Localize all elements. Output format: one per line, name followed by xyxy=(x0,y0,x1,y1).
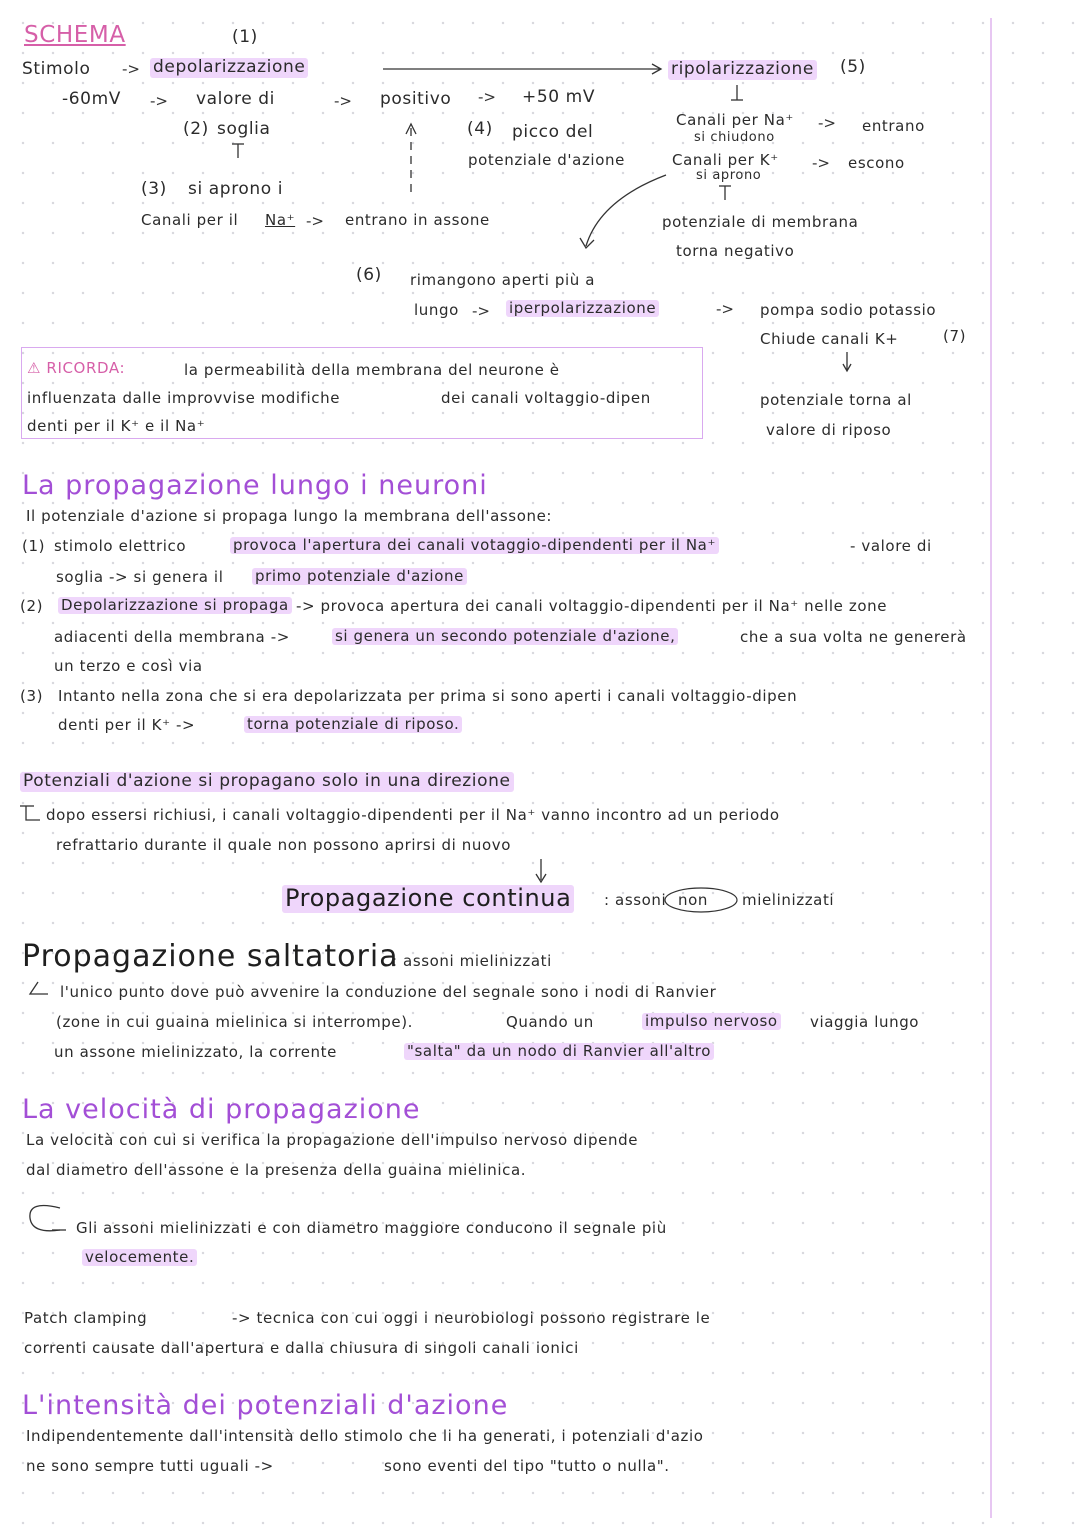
step-number: (1) xyxy=(22,537,46,555)
lungo-label: lungo xyxy=(414,301,459,319)
ricorda-line: influenzata dalle improvvise modifiche xyxy=(27,389,341,407)
body-line: sono eventi del tipo "tutto o nulla". xyxy=(384,1457,670,1475)
body-line: Quando un xyxy=(506,1013,594,1031)
na-label: Na⁺ xyxy=(265,211,296,229)
ricorda-line: denti per il K⁺ e il Na⁺ xyxy=(27,417,206,435)
body-line: Gli assoni mielinizzati e con diametro maggiore conducono il segnale più xyxy=(76,1219,667,1237)
body-line: dopo essersi richiusi, i canali voltaggio-dipendenti per il Na⁺ vanno incontro ad un periodo xyxy=(46,806,780,824)
ricorda-label: ⚠ RICORDA: xyxy=(27,359,126,377)
si-aprono-label: si aprono xyxy=(696,168,762,183)
body-line: La velocità con cui si verifica la propagazione dell'impulso nervoso dipende xyxy=(26,1131,639,1149)
canali-k-label: Canali per K⁺ xyxy=(672,151,779,169)
schema-title: SCHEMA xyxy=(24,22,126,48)
escono-label: escono xyxy=(848,154,905,172)
si-chiudono-label: si chiudono xyxy=(694,130,775,145)
body-line-highlight: primo potenziale d'azione xyxy=(252,568,467,585)
canali-per-il-label: Canali per il xyxy=(141,211,239,229)
step-number: (2) xyxy=(183,119,209,139)
step-number: (2) xyxy=(20,597,44,615)
body-line: Intanto nella zona che si era depolarizzata per prima si sono aperti i canali voltaggio-dipen xyxy=(58,687,798,705)
body-line-highlight: impulso nervoso xyxy=(642,1013,781,1030)
body-line: correnti causate dall'apertura e dalla chiusura di singoli canali ionici xyxy=(24,1339,579,1357)
body-line: dal diametro dell'assone e la presenza della guaina mielinica. xyxy=(26,1161,527,1179)
body-line-highlight: "salta" da un nodo di Ranvier all'altro xyxy=(404,1043,714,1060)
valore-riposo-label: valore di riposo xyxy=(766,421,892,439)
body-line: che a sua volta ne genererà xyxy=(740,628,967,646)
valore-di-label: valore di xyxy=(196,89,275,109)
body-line: Patch clamping xyxy=(24,1309,148,1327)
arrow-glyph: -> xyxy=(818,114,836,132)
hook-arrow-3 xyxy=(26,806,40,820)
hook-arrow-2 xyxy=(30,1206,60,1231)
pot-torna-label: potenziale torna al xyxy=(760,391,912,409)
ricorda-line: dei canali voltaggio-dipen xyxy=(441,389,651,407)
body-line: - valore di xyxy=(850,537,932,555)
section-title: La velocità di propagazione xyxy=(22,1094,421,1125)
body-line: viaggia lungo xyxy=(810,1013,920,1031)
canali-na-label: Canali per Na⁺ xyxy=(676,111,794,129)
body-line: un assone mielinizzato, la corrente xyxy=(54,1043,337,1061)
step-number: (1) xyxy=(232,27,258,47)
step-number: (4) xyxy=(467,119,493,139)
non-word: non xyxy=(678,891,708,909)
torna-negativo-label: torna negativo xyxy=(676,242,795,260)
body-line: ne sono sempre tutti uguali -> xyxy=(26,1457,274,1475)
body-line: : assoni xyxy=(604,891,667,909)
body-line: : assoni mielinizzati xyxy=(392,952,552,970)
body-line-highlight: torna potenziale di riposo. xyxy=(244,716,462,733)
depolarizzazione-label: depolarizzazione xyxy=(150,58,308,78)
body-line: l'unico punto dove può avvenire la conduzione del segnale sono i nodi di Ranvier xyxy=(60,983,717,1001)
si-aprono-i-label: si aprono i xyxy=(188,179,284,199)
body-line-highlight: si genera un secondo potenziale d'azione, xyxy=(332,628,678,645)
body-line: adiacenti della membrana -> xyxy=(54,628,290,646)
continua-title: Propagazione continua xyxy=(282,885,574,913)
body-line: soglia -> si genera il xyxy=(56,568,224,586)
body-line: -> tecnica con cui oggi i neurobiologi possono registrare le xyxy=(232,1309,711,1327)
body-line: -> provoca apertura dei canali voltaggio-dipendenti per il Na⁺ nelle zone xyxy=(296,597,888,615)
minus60-label: -60mV xyxy=(62,89,121,109)
plus50-label: +50 mV xyxy=(522,87,596,107)
hook-arrow-1 xyxy=(30,982,48,994)
body-line-highlight: provoca l'apertura dei canali votaggio-dipendenti per il Na⁺ xyxy=(230,537,719,554)
chiude-k-label: Chiude canali K+ xyxy=(760,330,899,348)
body-line: mielinizzati xyxy=(742,891,835,909)
positivo-label: positivo xyxy=(380,89,452,109)
iperpolarizzazione-label: iperpolarizzazione xyxy=(506,300,659,317)
stimolo-label: Stimolo xyxy=(22,59,91,79)
section-title: Propagazione saltatoria xyxy=(22,939,399,974)
rimangono-label: rimangono aperti più a xyxy=(410,271,596,289)
step-number: (5) xyxy=(840,57,866,77)
soglia-label: soglia xyxy=(217,119,271,139)
section-subtitle: Potenziali d'azione si propagano solo in una direzione xyxy=(20,772,514,792)
section-title: L'intensità dei potenziali d'azione xyxy=(22,1390,509,1421)
entrano-assone-label: entrano in assone xyxy=(345,211,490,229)
arrow-glyph: -> xyxy=(472,302,490,320)
body-line: denti per il K⁺ -> xyxy=(58,716,196,734)
body-line: stimolo elettrico xyxy=(54,537,187,555)
step-number: (3) xyxy=(20,687,44,705)
arrow-glyph: -> xyxy=(334,92,352,110)
arrow-glyph: -> xyxy=(716,300,734,318)
pompa-label: pompa sodio potassio xyxy=(760,301,937,319)
ripolarizzazione-label: ripolarizzazione xyxy=(668,60,817,80)
arrow-glyph: -> xyxy=(478,88,496,106)
arrow-glyph: -> xyxy=(812,154,830,172)
body-line: Indipendentemente dall'intensità dello stimolo che li ha generati, i potenziali d'azio xyxy=(26,1427,704,1445)
arrow-glyph: -> xyxy=(306,212,324,230)
section-title: La propagazione lungo i neuroni xyxy=(22,470,488,501)
body-line-highlight: Depolarizzazione si propaga xyxy=(58,597,292,614)
step-number: (7) xyxy=(943,327,967,345)
step-number: (3) xyxy=(141,179,167,199)
arrow-glyph: -> xyxy=(122,60,140,78)
potenziale-azione-label: potenziale d'azione xyxy=(468,151,625,169)
ricorda-line: la permeabilità della membrana del neurone è xyxy=(184,361,560,379)
entrano-label: entrano xyxy=(862,117,925,135)
body-line: un terzo e così via xyxy=(54,657,203,675)
arrow-curve xyxy=(586,175,666,246)
body-line: refrattario durante il quale non possono aprirsi di nuovo xyxy=(56,836,511,854)
body-line-highlight: velocemente. xyxy=(82,1249,197,1266)
picco-label: picco del xyxy=(512,122,594,142)
body-line: Il potenziale d'azione si propaga lungo la membrana dell'assone: xyxy=(26,507,553,525)
step-number: (6) xyxy=(356,265,382,285)
arrow-glyph: -> xyxy=(150,92,168,110)
body-line: (zone in cui guaina mielinica si interrompe). xyxy=(56,1013,414,1031)
pot-membrana-label: potenziale di membrana xyxy=(662,213,859,231)
